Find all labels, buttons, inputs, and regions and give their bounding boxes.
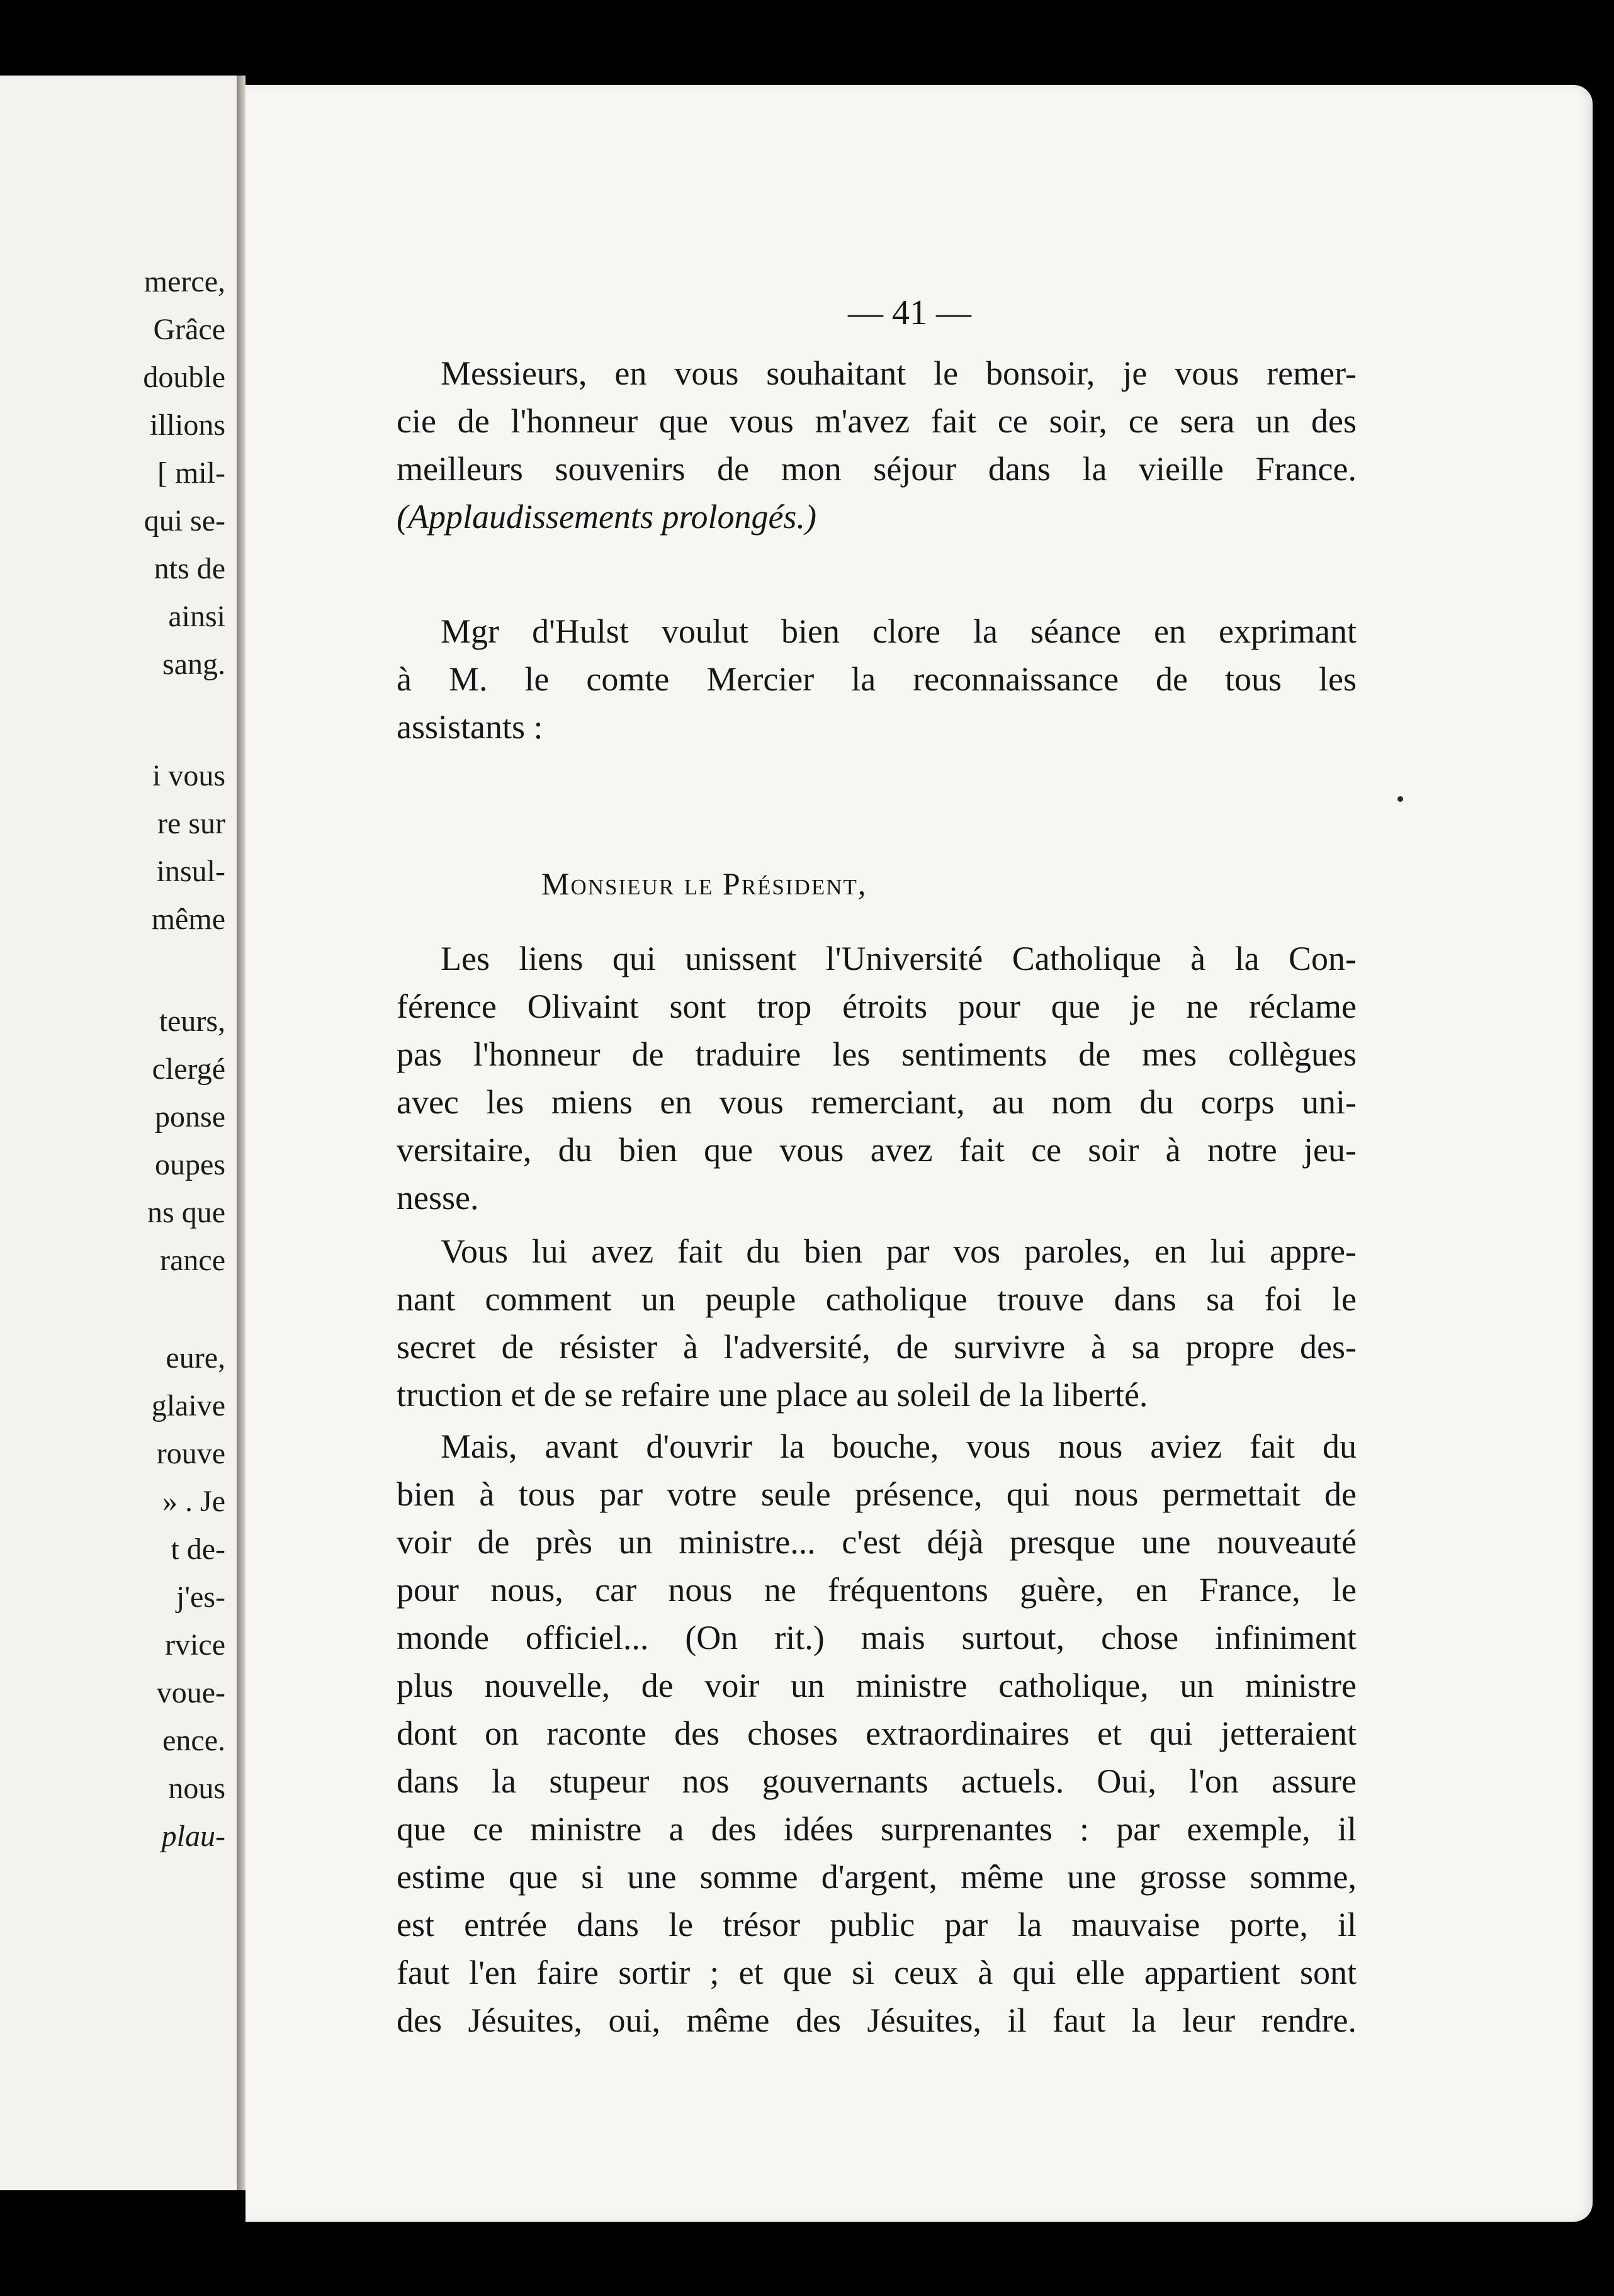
paragraph-narration [397,607,1357,751]
text-line: dont on raconte des choses extraordinaires et qui jetteraient [397,1714,1357,1752]
salutation-heading: Monsieur le Président, [541,866,867,901]
left-page-fragment: j'es- [176,1580,225,1614]
left-page-fragment: ainsi [168,600,225,633]
text-line: versitaire, du bien que vous avez fait ce soir à notre jeu- [397,1131,1357,1169]
left-page-fragment: sang. [162,648,225,681]
text-line: bien à tous par votre seule présence, qui nous permettait de [397,1475,1357,1513]
paragraph-liens [397,935,1357,1222]
text-line: Les liens qui unissent l'Université Catholique à la Con- [441,940,1357,977]
left-page-fragment: oupes [155,1148,225,1181]
text-line: férence Olivaint sont trop étroits pour que je ne réclame [397,988,1357,1025]
left-page-fragment: insul- [156,855,225,888]
text-line: pour nous, car nous ne fréquentons guère, en France, le [397,1571,1357,1609]
paragraph-ministre [397,1422,1357,2044]
text-line: assistants : [397,708,543,746]
left-page-fragment: qui se- [144,504,225,537]
paragraph-closing-remarks [397,349,1357,541]
text-line: cie de l'honneur que vous m'avez fait ce soir, ce sera un des [397,402,1357,440]
text-line: Messieurs, en vous souhaitant le bonsoir, je vous remer- [441,354,1357,392]
left-page-fragment: i vous [152,759,225,792]
left-page-fragment: ponse [155,1100,225,1134]
text-line: dans la stupeur nos gouvernants actuels. Oui, l'on assure [397,1762,1357,1800]
text-line: meilleurs souvenirs de mon séjour dans la vieille France. [397,450,1357,488]
applause-note: (Applaudissements prolongés.) [397,498,816,536]
left-page-fragment: nts de [154,552,225,585]
ink-speck [1397,796,1403,802]
left-page-fragment: Grâce [153,313,225,346]
text-line: Mgr d'Hulst voulut bien clore la séance en exprimant [441,612,1357,650]
left-page-fragment: merce, [144,265,225,298]
paragraph-paroles [397,1227,1357,1419]
left-page-fragment: eure, [166,1341,225,1375]
left-page-fragment: re sur [157,807,225,840]
left-page-fragment: rouve [156,1437,225,1470]
left-page-fragment: [ mil- [157,456,225,490]
text-line: à M. le comte Mercier la reconnaissance de tous les [397,660,1357,698]
left-page-fragment: nous [168,1772,225,1805]
text-line: faut l'en faire sortir ; et que si ceux à qui elle appartient sont [397,1954,1357,1991]
text-line: secret de résister à l'adversité, de survivre à sa propre des- [397,1328,1357,1366]
left-page-fragment: rvice [165,1628,225,1662]
left-page-fragment: clergé [152,1052,225,1086]
text-line: estime que si une somme d'argent, même une grosse somme, [397,1858,1357,1896]
text-line: nesse. [397,1179,479,1217]
left-page-fragment: illions [149,408,225,442]
text-line: monde officiel... (On rit.) mais surtout, chose infiniment [397,1619,1357,1657]
left-page-fragment: t de- [171,1533,225,1566]
left-page-fragment: rance [160,1244,225,1277]
text-line: avec les miens en vous remerciant, au nom du corps uni- [397,1083,1357,1121]
left-page-fragment: voue- [156,1676,225,1709]
text-line: que ce ministre a des idées surprenantes : par exemple, il [397,1810,1357,1848]
left-page-fragment: teurs, [159,1004,225,1038]
text-line: plus nouvelle, de voir un ministre catholique, un ministre [397,1667,1357,1704]
left-page-fragment: plau- [161,1820,225,1853]
text-line: truction et de se refaire une place au soleil de la liberté. [397,1376,1148,1414]
text-line: est entrée dans le trésor public par la mauvaise porte, il [397,1906,1357,1944]
left-page-fragment: » . Je [162,1485,225,1518]
left-page-fragment: ence. [162,1724,225,1757]
text-line: nant comment un peuple catholique trouve dans sa foi le [397,1280,1357,1318]
text-line: pas l'honneur de traduire les sentiments de mes collègues [397,1035,1357,1073]
page-number: — 41 — [848,293,971,332]
text-line: Vous lui avez fait du bien par vos paroles, en lui appre- [441,1232,1357,1270]
left-page-fragment: double [143,361,225,394]
text-line: des Jésuites, oui, même des Jésuites, il faut la leur rendre. [397,2001,1357,2039]
right-page [245,85,1593,2222]
left-page-fragment: ns que [147,1196,225,1229]
left-page [0,76,240,2190]
left-page-fragment: glaive [151,1389,225,1422]
left-page-fragment: même [151,903,225,936]
book-gutter [237,76,245,2190]
text-line: Mais, avant d'ouvrir la bouche, vous nous aviez fait du [441,1427,1357,1465]
text-line: voir de près un ministre... c'est déjà presque une nouveauté [397,1523,1357,1561]
